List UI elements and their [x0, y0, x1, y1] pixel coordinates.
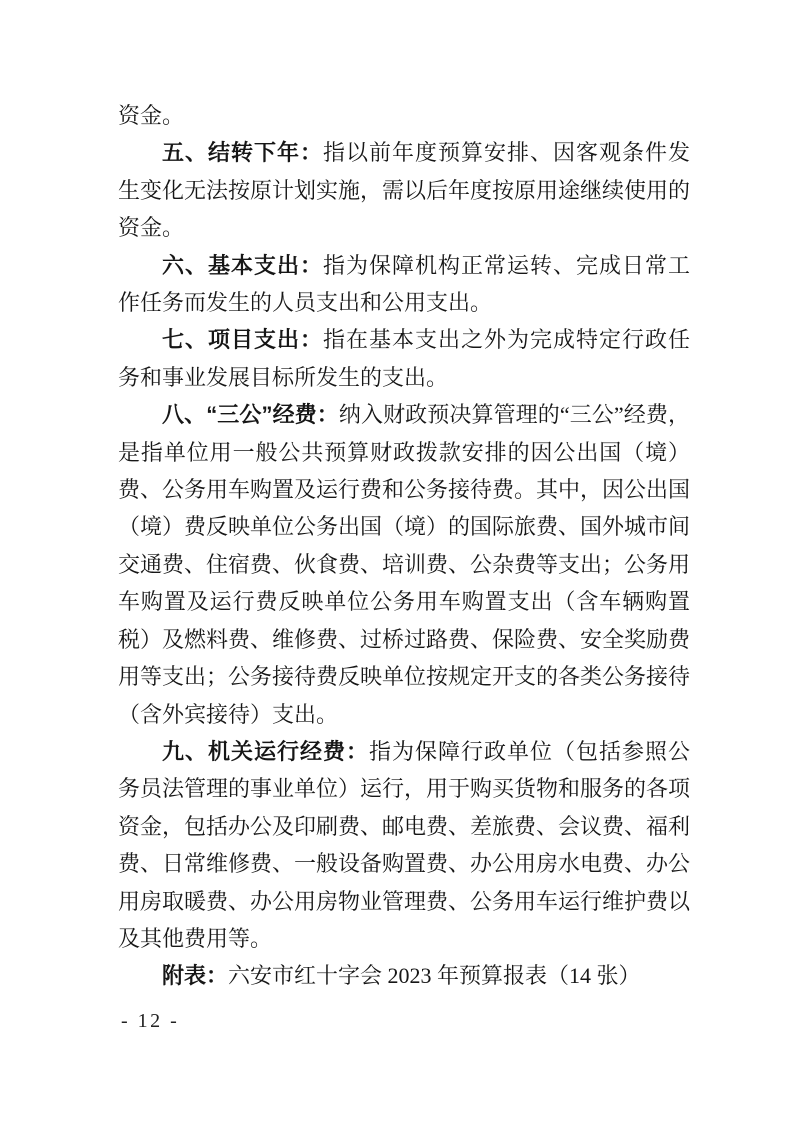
definition-paragraph-9 — [118, 733, 690, 957]
attachment-line — [118, 957, 690, 994]
term-label-8: 八、“三公”经费： — [162, 402, 339, 428]
term-label-7: 七、项目支出： — [162, 327, 323, 353]
attachment-label: 附表： — [162, 963, 229, 989]
definition-text-6: 指为保障机构正常运转、完成日常工作任务而发生的人员支出和公用支出。 — [118, 252, 690, 316]
definition-paragraph-5 — [118, 134, 690, 246]
definition-paragraph-8 — [118, 396, 690, 733]
term-label-5: 五、结转下年： — [162, 140, 323, 166]
definition-text-9: 指为保障行政单位（包括参照公务员法管理的事业单位）运行，用于购买货物和服务的各项资金，包括办公及印刷费、邮电费、差旅费、会议费、福利费、日常维修费、一般设备购置费、办公用房水电费、办公用房取暖费、办公用房物业管理费、公务用车运行维护费以及其他费用等。 — [118, 738, 691, 951]
attachment-text: 六安市红十字会 2023 年预算报表（14 张） — [228, 963, 641, 989]
document-body — [118, 97, 690, 995]
term-label-9: 九、机关运行经费： — [162, 738, 369, 764]
definition-text-8: 纳入财政预决算管理的“三公”经费，是指单位用一般公共预算财政拨款安排的因公出国（境）费、公务用车购置及运行费和公务接待费。其中，因公出国（境）费反映单位公务出国（境）的国际旅费、国外城市间交通费、住宿费、伙食费、培训费、公杂费等支出；公务用车购置及运行费反映单位公务用车购置支出（含车辆购置税）及燃料费、维修费、过桥过路费、保险费、安全奖励费用等支出；公务接待费反映单位按规定开支的各类公务接待（含外宾接待）支出。 — [118, 402, 691, 727]
page-number: - 12 - — [121, 1010, 180, 1032]
definition-text-7: 指在基本支出之外为完成特定行政任务和事业发展目标所发生的支出。 — [118, 327, 690, 390]
definition-paragraph-7 — [118, 321, 690, 396]
definition-paragraph-6 — [118, 247, 690, 322]
continuation-paragraph — [118, 97, 690, 134]
continuation-text: 资金。 — [118, 103, 185, 128]
term-label-6: 六、基本支出： — [162, 252, 323, 278]
definition-text-5: 指以前年度预算安排、因客观条件发生变化无法按原计划实施，需以后年度按原用途继续使用的资金。 — [118, 140, 691, 241]
